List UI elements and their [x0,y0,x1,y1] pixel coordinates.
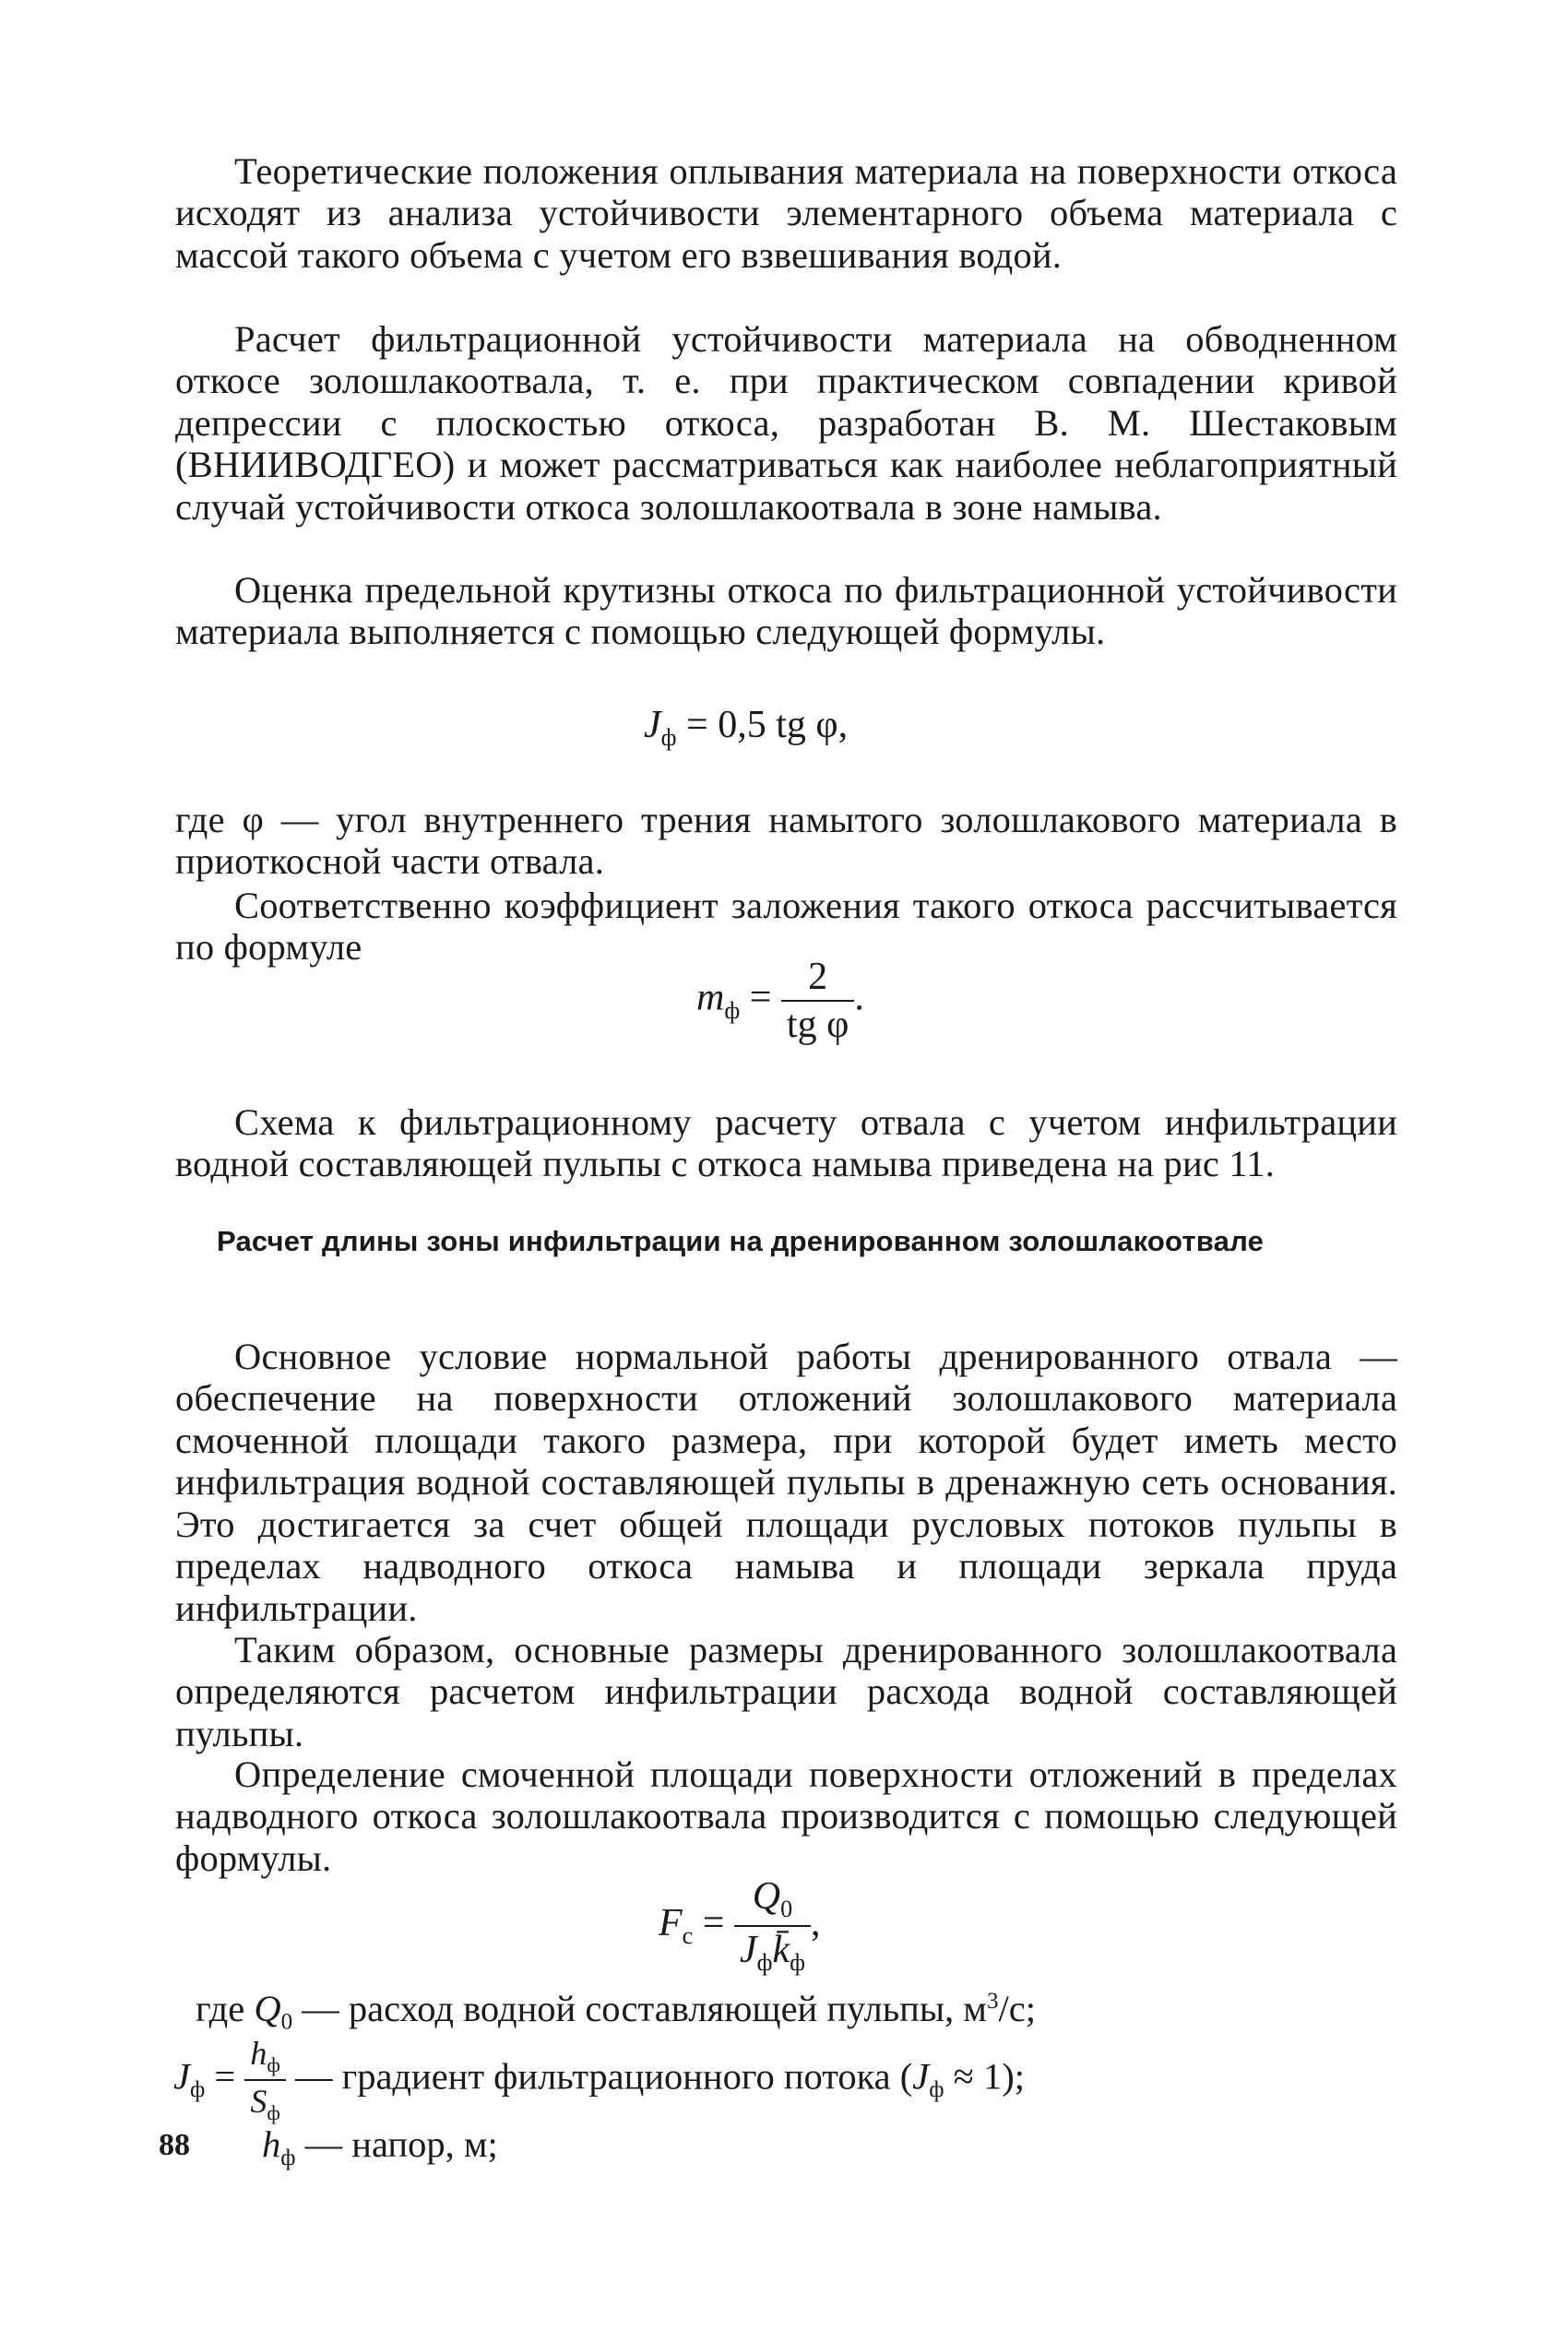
fraction: $\frac{2}{\text{tg φ}}$ [781,957,854,1044]
formula-slope-coefficient: $m_ф$ = $\frac{2}{\text{tg φ}}$ . [696,956,864,1046]
page-number: 88 [159,2128,190,2162]
paragraph-3: Оценка предельной крутизны откоса по фильтрационной устойчивости материала выполняется с помощью следующей формулы. [175,568,1397,652]
paragraph-9: Определение смоченной площади поверхности отложений в пределах надводного откоса золошлакоотвала производится с помощью следующей формулы. [175,1753,1397,1879]
paragraph-2: Расчет фильтрационной устойчивости материала на обводненном откосе золошлакоотвала, т. е. при практическом совпадении кривой депрессии с плоскостью откоса, разработан В. М. Шестаковым (ВНИИВОДГЕО) и может рассматриваться как наиболее неблагоприятный случай устойчивости откоса золошлакоотвала в зоне намыва. [175,317,1397,528]
fraction: $\frac{Q_0}{J_фk̄_ф}$ [734,1877,811,1975]
formula-gradient: $J_ф = 0,5$ tg φ, [644,704,849,752]
paragraph-5: Соответственно коэффициент заложения такого откоса рассчитывается по формуле [175,884,1397,968]
section-heading: Расчет длины зоны инфильтрации на дренированном золошлакоотвале [217,1225,1265,1257]
fraction: $\frac{h_ф}{S_ф}$ [244,2037,285,2123]
paragraph-7: Основное условие нормальной работы дренированного отвала — обеспечение на поверхности отложений золошлакового материала смоченной площади такого размера, при которой будет иметь место инфильтрация водной составляющей пульпы в дренажную сеть основания. Это достигается за счет общей площади русловых потоков пульпы в пределах надводного откоса намыва и площади зеркала пруда инфильтрации. [175,1335,1397,1629]
definition-gradient: $J_ф$ = $\frac{h_ф}{S_ф}$ — градиент фильтрационного потока $(J_ф \approx 1)$; [173,2035,1026,2124]
paragraph-4: где φ — угол внутреннего трения намытого золошлакового материала в приоткосной части отвала. [175,798,1397,882]
paragraph-8: Таким образом, основные размеры дренированного золошлакоотвала определяются расчетом инфильтрации расхода водной составляющей пульпы. [175,1628,1397,1754]
paragraph-6: Схема к фильтрационному расчету отвала с учетом инфильтрации водной составляющей пульпы с откоса намыва приведена на рис 11. [175,1100,1397,1184]
definition-q0: где $Q_0$ — расход водной составляющей пульпы, $м^3/с$; [196,1987,1036,2035]
paragraph-1: Теоретические положения оплывания материала на поверхности откоса исходят из анализа устойчивости элементарного объема материала с массой такого объема с учетом его взвешивания водой. [175,149,1397,276]
definition-head: $h_ф$ — напор, м; [262,2123,498,2170]
formula-wetted-area: $F_с$ = $\frac{Q_0}{J_фk̄_ф}$ , [659,1875,821,1977]
